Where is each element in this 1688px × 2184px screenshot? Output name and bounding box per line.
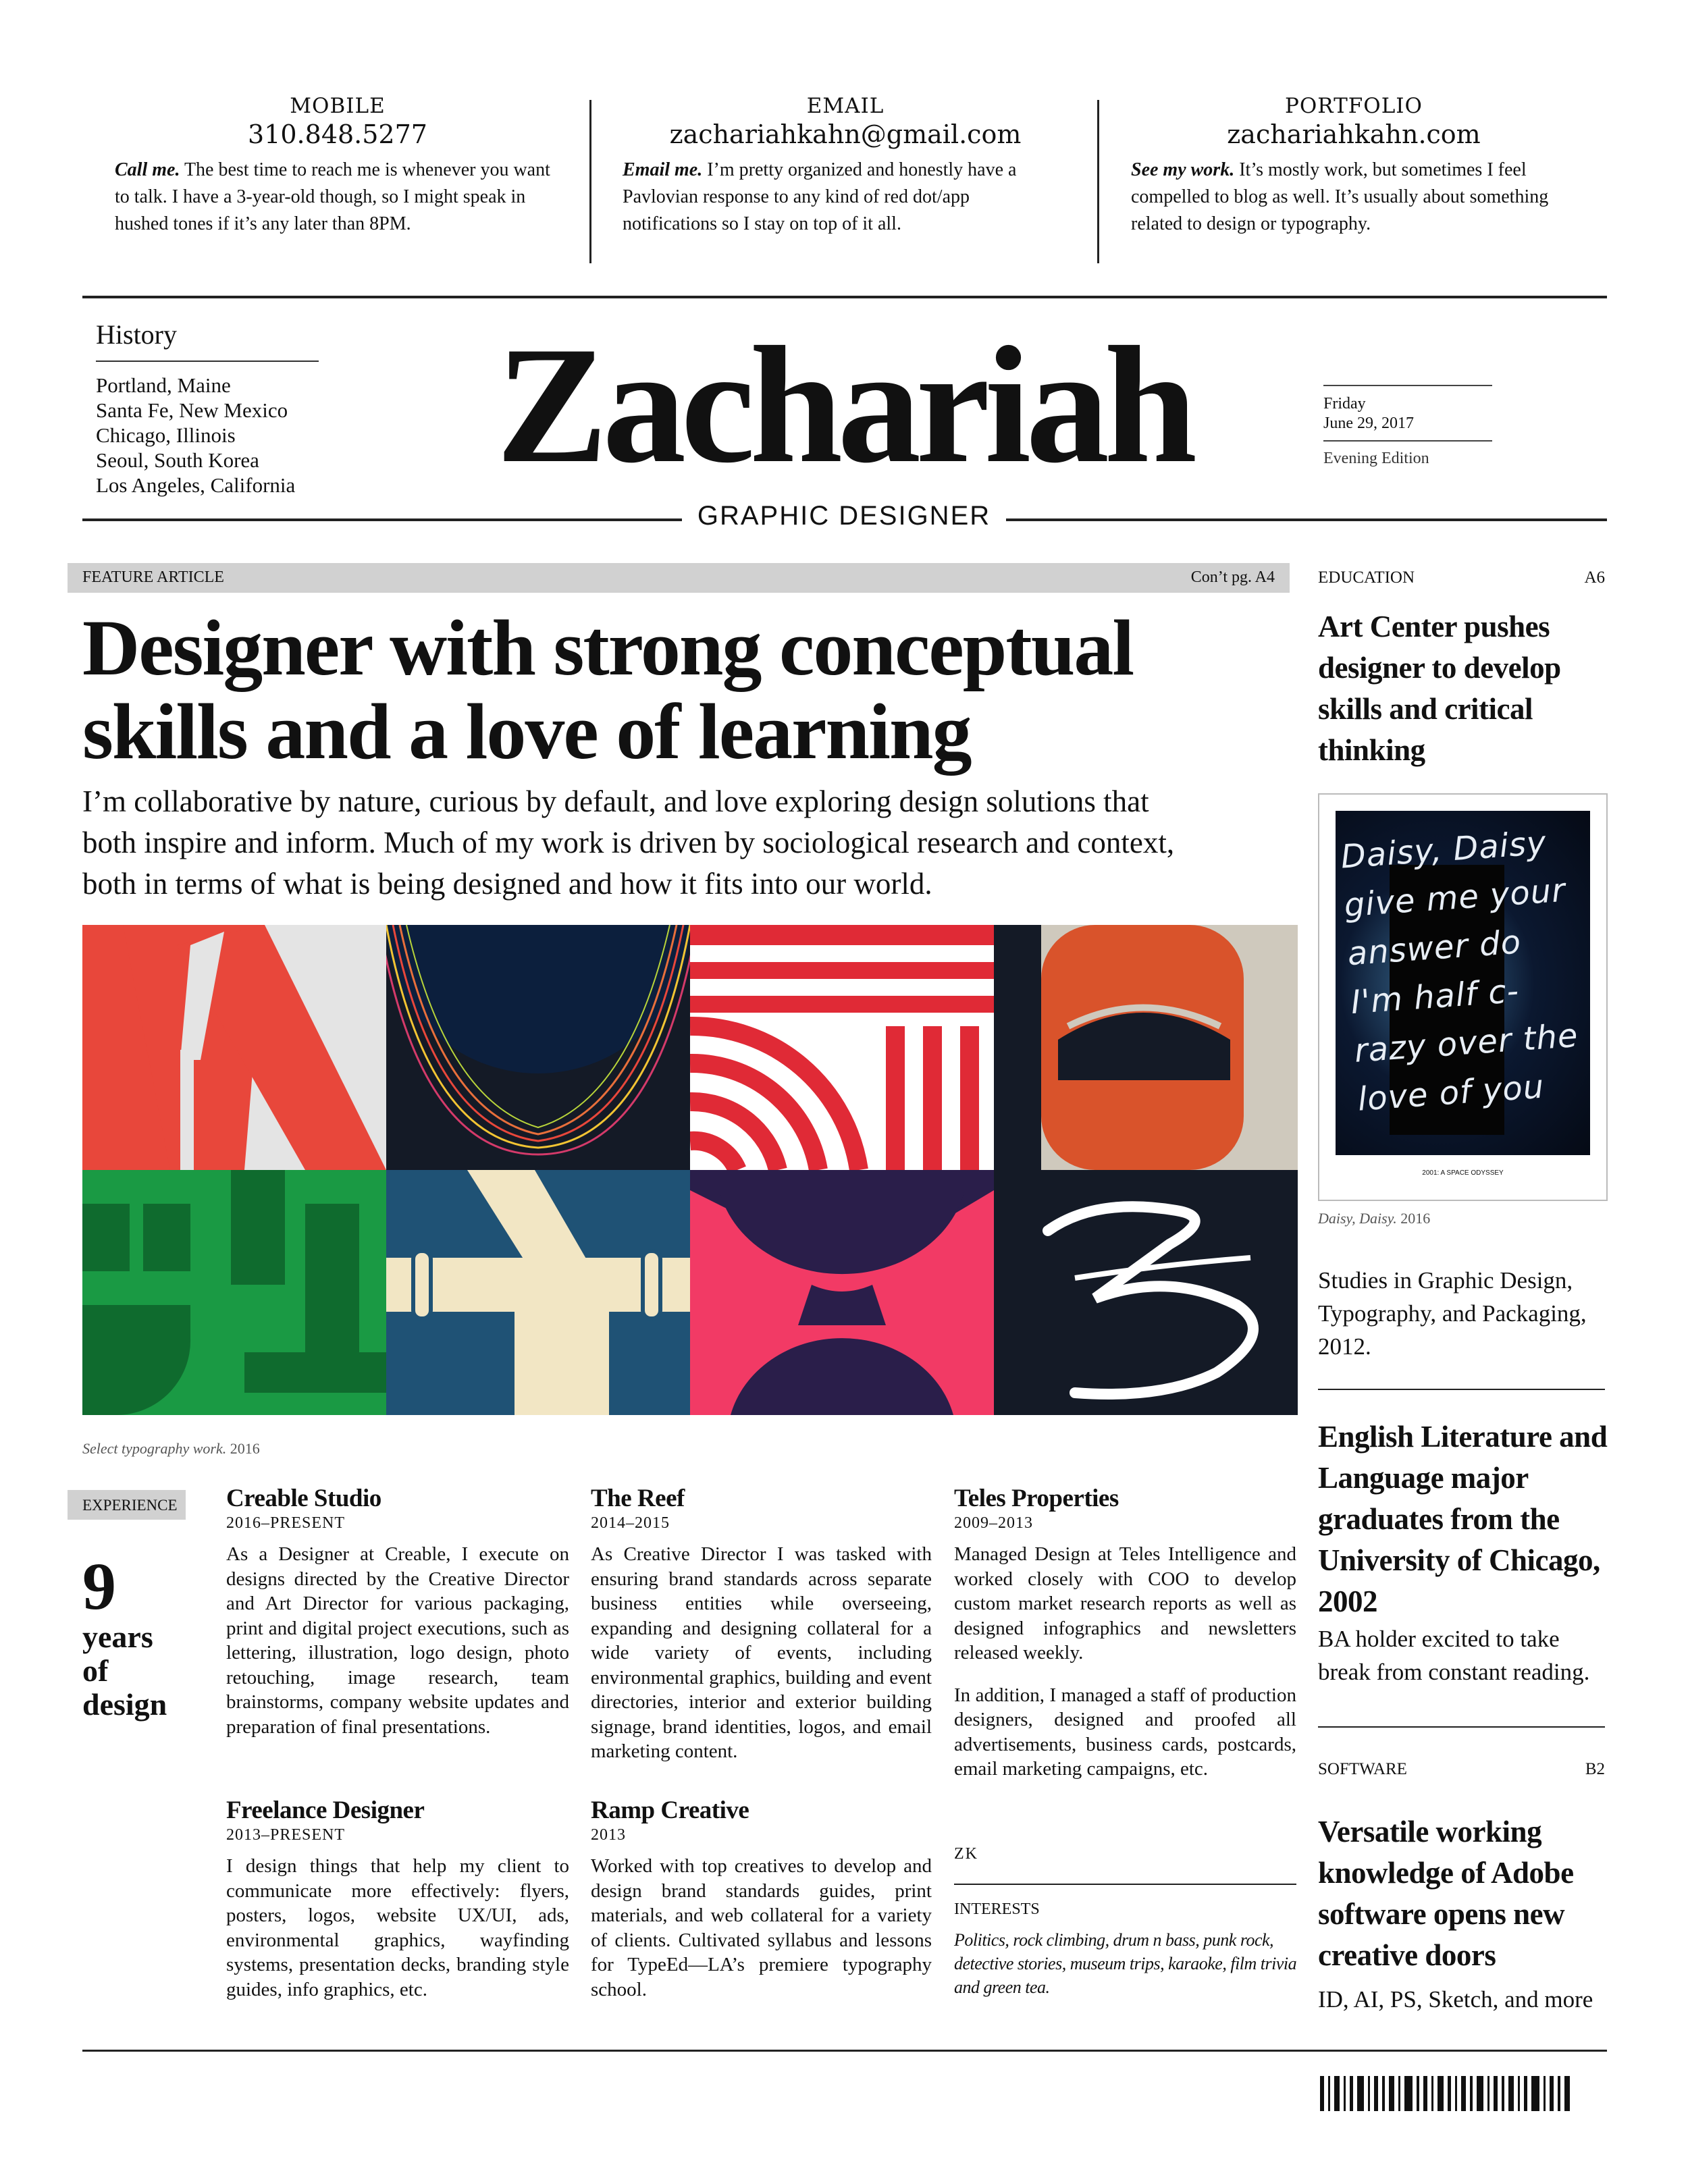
lede-line: both in terms of what is being designed and how it fits into our world. bbox=[82, 867, 932, 901]
masthead-subtitle: GRAPHIC DESIGNER bbox=[697, 501, 991, 531]
job-title: The Reef bbox=[591, 1485, 685, 1512]
top-rule bbox=[82, 296, 1607, 298]
poster-line: answer do bbox=[1346, 923, 1523, 974]
job-reef bbox=[591, 1484, 932, 1764]
date-edition: Evening Edition bbox=[1323, 450, 1429, 467]
grid-caption bbox=[82, 1440, 260, 1458]
job-ramp bbox=[591, 1796, 932, 2002]
poster-caption bbox=[1318, 1210, 1430, 1227]
job-title: Creable Studio bbox=[226, 1485, 381, 1512]
caption-italic: Select typography work. bbox=[82, 1440, 227, 1457]
contact-text: It’s mostly work, but sometimes I feel compelled to blog as well. It’s usually about something related to design or typography. bbox=[1131, 159, 1549, 234]
date-rule bbox=[1323, 385, 1492, 386]
date-rule bbox=[1323, 440, 1492, 442]
contact-lead: Call me. bbox=[115, 159, 180, 180]
job-desc: As a Designer at Creable, I execute on designs directed by the Creative Director and Art Director for various packaging, print and digital project executions, such as lettering, illustration, logo design, photo retouching, image research, team brainstorms, company website updates and preparation of final presentations. bbox=[226, 1543, 569, 1738]
feature-continued: Con’t pg. A4 bbox=[1190, 568, 1275, 586]
headline-line: skills and a love of learning bbox=[82, 687, 971, 776]
masthead-name: Zachariah bbox=[496, 312, 1192, 498]
interests-block bbox=[954, 1900, 1298, 1999]
job-years: 2013–PRESENT bbox=[226, 1826, 346, 1844]
job-desc: As Creative Director I was tasked with ensuring brand standards across separate business entities while overseeing, expanding and designing collateral for a wide variety of events, including environmental graphics, building and event directories, interior and exterior building signage, brand identities, logos, and email marketing content. bbox=[591, 1543, 932, 1762]
lede-line: I’m collaborative by nature, curious by default, and love exploring design solutions that bbox=[82, 784, 1149, 818]
column-divider bbox=[1097, 100, 1099, 263]
date-day: Friday bbox=[1323, 395, 1366, 412]
contact-text: I’m pretty organized and honestly have a Pavlovian response to any kind of red dot/app notifications so I stay on top of it all. bbox=[623, 159, 1017, 234]
history-title: History bbox=[96, 319, 177, 350]
education-studies: Studies in Graphic Design, Typography, and Packaging, 2012. bbox=[1318, 1267, 1587, 1360]
poster-line: I'm half c- bbox=[1349, 971, 1521, 1022]
years-block bbox=[82, 1549, 167, 1722]
caption-year: 2016 bbox=[1400, 1210, 1431, 1227]
job-title: Freelance Designer bbox=[226, 1796, 425, 1824]
history-place: Portland, Maine bbox=[96, 373, 231, 397]
contact-desc bbox=[1131, 157, 1577, 238]
contact-label: EMAIL bbox=[806, 94, 885, 118]
type-tile-pink bbox=[690, 1170, 994, 1415]
interests-rule bbox=[954, 1884, 1296, 1885]
job-freelance bbox=[226, 1796, 569, 2002]
feature-lede bbox=[82, 781, 1311, 905]
job-desc: In addition, I managed a staff of production designers, designed and proofed all advertisements, business cards, postcards, email marketing campaigns, etc. bbox=[954, 1684, 1296, 1780]
bottom-rule bbox=[82, 2050, 1607, 2052]
contact-desc bbox=[623, 157, 1068, 238]
contact-lead: See my work. bbox=[1131, 159, 1235, 180]
experience-label: EXPERIENCE bbox=[82, 1497, 178, 1514]
caption-italic: Daisy, Daisy. bbox=[1318, 1210, 1397, 1227]
contact-lead: Email me. bbox=[623, 159, 703, 180]
feature-headline bbox=[82, 606, 1298, 774]
feature-section-label: FEATURE ARTICLE bbox=[82, 568, 224, 586]
caption-year: 2016 bbox=[230, 1440, 260, 1457]
date-block bbox=[1323, 385, 1492, 468]
years-line: design bbox=[82, 1687, 167, 1722]
type-tile-green bbox=[82, 1170, 386, 1415]
contact-desc bbox=[115, 157, 560, 238]
poster-footer: 2001: A SPACE ODYSSEY bbox=[1422, 1169, 1504, 1177]
interests-label: INTERESTS bbox=[954, 1900, 1040, 1918]
job-desc: Managed Design at Teles Intelligence and worked closely with COO to develop custom market research reports as well as designed infographics and newsletters released weekly. bbox=[954, 1543, 1296, 1663]
education-headline: Art Center pushes designer to develop skills and critical thinking bbox=[1318, 610, 1561, 767]
history-place: Santa Fe, New Mexico bbox=[96, 398, 288, 422]
history-block bbox=[96, 319, 319, 498]
history-place: Chicago, Illinois bbox=[96, 423, 236, 447]
contact-portfolio bbox=[1131, 93, 1577, 238]
education-text-2: BA holder excited to take break from constant reading. bbox=[1318, 1626, 1590, 1685]
type-tile-stripes bbox=[690, 925, 994, 1170]
lede-line: both inspire and inform. Much of my work is driven by sociological research and context, bbox=[82, 826, 1175, 859]
history-list bbox=[96, 373, 319, 498]
job-desc: Worked with top creatives to develop and design brand standards guides, print materials, and web collateral for a variety of clients. Cultivated syllabus and lessons for TypeEd—LA’s premiere typography school. bbox=[591, 1855, 932, 2000]
software-page: B2 bbox=[1585, 1760, 1605, 1778]
education-label: EDUCATION bbox=[1318, 568, 1415, 587]
poster-line: love of you bbox=[1356, 1067, 1546, 1119]
barcode-icon bbox=[1320, 2076, 1610, 2111]
headline-line: Designer with strong conceptual bbox=[82, 604, 1134, 692]
contact-text: The best time to reach me is whenever you want to talk. I have a 3-year-old though, so I might speak in hushed tones if it’s any later than 8PM. bbox=[115, 159, 550, 234]
initials: ZK bbox=[954, 1845, 978, 1863]
type-tile-script bbox=[994, 1170, 1298, 1415]
poster-art bbox=[1336, 811, 1590, 1155]
years-number: 9 bbox=[82, 1549, 116, 1624]
date-date: June 29, 2017 bbox=[1323, 415, 1414, 432]
poster-line: razy over the bbox=[1353, 1016, 1580, 1070]
years-line: years bbox=[82, 1620, 153, 1654]
education-page: A6 bbox=[1584, 568, 1605, 587]
job-years: 2014–2015 bbox=[591, 1514, 670, 1532]
contact-label: PORTFOLIO bbox=[1285, 94, 1423, 118]
job-desc: I design things that help my client to communicate more effectively: flyers, posters, logos, website UX/UI, ads, environmental graphics, wayfinding systems, presentation decks, branding style guides, info graphics, etc. bbox=[226, 1855, 569, 2000]
poster-lettering bbox=[1339, 816, 1590, 1123]
contact-value[interactable]: zachariahkahn@gmail.com bbox=[669, 119, 1022, 149]
type-tile-blue bbox=[386, 1170, 690, 1415]
years-line: of bbox=[82, 1653, 109, 1688]
job-years: 2013 bbox=[591, 1826, 626, 1844]
software-label: SOFTWARE bbox=[1318, 1760, 1407, 1778]
contact-value[interactable]: zachariahkahn.com bbox=[1227, 119, 1481, 149]
type-tile-k bbox=[82, 925, 386, 1170]
experience-label-box bbox=[68, 1490, 186, 1520]
history-rule bbox=[96, 361, 319, 362]
software-text: ID, AI, PS, Sketch, and more bbox=[1318, 1986, 1593, 2013]
contact-mobile bbox=[115, 93, 560, 238]
contact-label: MOBILE bbox=[290, 94, 386, 118]
type-tile-lines bbox=[386, 925, 690, 1170]
column-divider bbox=[589, 100, 591, 263]
contact-email bbox=[623, 93, 1068, 238]
typography-grid bbox=[82, 925, 1298, 1418]
job-years: 2016–PRESENT bbox=[226, 1514, 346, 1532]
type-tile-orange bbox=[994, 925, 1298, 1170]
interests-text: Politics, rock climbing, drum n bass, punk rock, detective stories, museum trips, karaoke, film trivia and green tea. bbox=[954, 1930, 1297, 1997]
job-creable bbox=[226, 1484, 569, 1739]
sidebar-rule bbox=[1318, 1389, 1605, 1390]
poster-line: Daisy, Daisy bbox=[1339, 824, 1548, 876]
history-place: Los Angeles, California bbox=[96, 473, 296, 497]
job-title: Teles Properties bbox=[954, 1485, 1119, 1512]
job-years: 2009–2013 bbox=[954, 1514, 1033, 1532]
sidebar-rule bbox=[1318, 1726, 1605, 1728]
education-headline-2: English Literature and Language major graduates from the University of Chicago, 2002 bbox=[1318, 1420, 1608, 1618]
software-headline: Versatile working knowledge of Adobe software opens new creative doors bbox=[1318, 1815, 1574, 1972]
poster-line: give me your bbox=[1342, 871, 1567, 925]
masthead-rule-right bbox=[1006, 518, 1607, 521]
job-title: Ramp Creative bbox=[591, 1796, 749, 1824]
history-place: Seoul, South Korea bbox=[96, 448, 259, 472]
masthead-rule-left bbox=[82, 518, 682, 521]
daisy-poster bbox=[1318, 793, 1608, 1201]
feature-section-bar bbox=[68, 563, 1290, 593]
job-teles bbox=[954, 1484, 1296, 1782]
contact-value[interactable]: 310.848.5277 bbox=[248, 119, 427, 149]
